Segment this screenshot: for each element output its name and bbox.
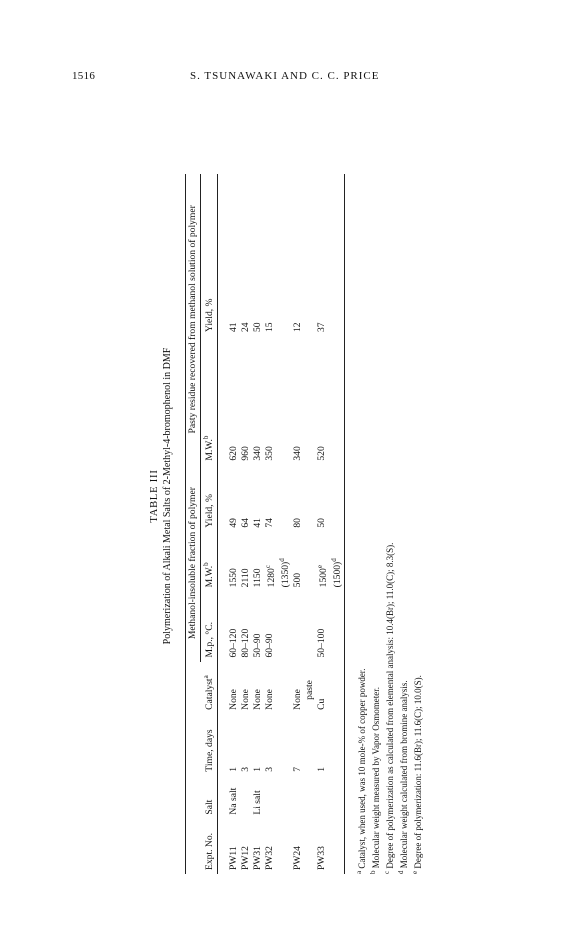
cell-expt: PW12 (239, 846, 251, 870)
cell-salt (240, 776, 252, 819)
cell-mw-value: 1280 (265, 568, 277, 588)
footnote-text: Molecular weight calculated from bromine analysis. (399, 680, 410, 869)
footnote (397, 96, 411, 874)
cell-time (304, 714, 316, 776)
cell-yield: 64 (239, 518, 251, 528)
footnote-text: Molecular weight measured by Vapor Osmometer. (371, 686, 382, 869)
cell-catalyst: Cu (316, 698, 328, 710)
table-caption: Polymerization of Alkali Metal Salts of 2-Methyl-4-bromophenol in DMF (162, 347, 174, 645)
table-row (228, 174, 240, 874)
cell-mw (304, 532, 316, 592)
cell-mp: 80–120 (239, 628, 251, 658)
cell-mw: 2110 (239, 568, 251, 588)
col-yield2: Yield, % (203, 298, 215, 333)
cell-yield2 (304, 174, 316, 336)
table-row (252, 174, 264, 874)
cell-mw-sub-note: d (277, 558, 286, 562)
cell-mp: 50–90 (251, 633, 263, 658)
col-mw2 (200, 336, 217, 465)
col-mw-note: b (201, 562, 210, 566)
cell-time: 3 (239, 766, 251, 772)
cell-time: 1 (227, 766, 239, 772)
cell-time: 1 (251, 766, 263, 772)
cell-expt: PW11 (227, 846, 239, 870)
footnote-text: Degree of polymerization as calculated from elemental analysis: 10.4(Br); 11.0(C); 8.3(S). (385, 542, 396, 869)
cell-expt: PW32 (263, 846, 275, 870)
cell-mp: 60–90 (263, 633, 275, 658)
footnote (411, 96, 425, 874)
cell-salt: Li salt (251, 790, 263, 815)
page-number: 1516 (72, 70, 96, 82)
cell-catalyst: None (263, 689, 275, 710)
cell-mw2: 620 (227, 446, 239, 461)
cell-yield2: 50 (251, 322, 263, 333)
cell-yield: 41 (251, 518, 263, 528)
cell-salt (292, 776, 304, 819)
cell-mw: 1550 (227, 568, 239, 588)
col-yield: Yield, % (203, 494, 215, 528)
table-landscape (144, 96, 423, 896)
table-row (292, 174, 304, 874)
cell-yield2: 41 (227, 322, 239, 333)
cell-yield (304, 465, 316, 532)
group-header-pasty: Pasty residue recovered from methanol solution of polymer (185, 174, 200, 465)
running-head: S. TSUNAWAKI AND C. C. PRICE (190, 70, 380, 82)
cell-expt (304, 819, 316, 874)
cell-mw2 (304, 336, 316, 465)
col-expt: Expt. No. (203, 832, 215, 870)
rotated-table-region (144, 96, 423, 896)
cell-mw-sub-note: d (330, 558, 339, 562)
col-catalyst-note: a (201, 675, 210, 679)
cell-mw2: 520 (316, 446, 328, 461)
col-time: Time, days (203, 729, 215, 772)
col-catalyst (200, 662, 217, 714)
table-row (264, 174, 292, 874)
table-row (240, 174, 252, 874)
cell-mw2: 350 (263, 446, 275, 461)
footnote-text: Catalyst, when used, was 10 mole-% of copper powder. (357, 668, 368, 869)
cell-mw2: 960 (239, 446, 251, 461)
footnote (355, 96, 369, 874)
cell-mw-note: e (316, 565, 325, 569)
cell-mp: 50–100 (316, 628, 328, 658)
col-salt: Salt (203, 799, 215, 815)
cell-catalyst: None (227, 689, 239, 710)
footnote-mark: d (397, 870, 406, 874)
cell-mw: 500 (292, 572, 304, 588)
cell-mp: 60–120 (227, 628, 239, 658)
cell-expt: PW33 (316, 846, 328, 870)
cell-catalyst: None (251, 689, 263, 710)
cell-mw-sub: (1500) (332, 561, 344, 588)
cell-yield2: 15 (263, 322, 275, 333)
footnote-mark: e (410, 870, 419, 874)
cell-mw-value: 1500 (318, 568, 330, 588)
cell-salt (316, 776, 345, 819)
data-table (185, 174, 346, 874)
cell-yield: 74 (263, 518, 275, 528)
cell-salt (304, 776, 316, 819)
footnote-mark: a (355, 870, 364, 874)
cell-mw2: 340 (251, 446, 263, 461)
footnote-mark: c (383, 870, 392, 874)
cell-mp (292, 591, 304, 661)
col-mp: M.p., °C. (203, 621, 215, 658)
footnote-text: Degree of polymerization: 11.6(Br); 11.6(C); 10.0(S). (412, 675, 423, 869)
cell-mw-note: c (263, 565, 272, 569)
table-row (304, 174, 316, 874)
group-header-insoluble: Methanol-insoluble fraction of polymer (185, 465, 200, 662)
cell-mw: 1150 (251, 568, 263, 588)
cell-time: 7 (292, 766, 304, 772)
cell-yield: 80 (292, 518, 304, 528)
table-row (316, 174, 345, 874)
cell-yield: 49 (227, 518, 239, 528)
cell-time: 3 (263, 766, 275, 772)
col-catalyst-label: Catalyst (203, 678, 215, 710)
cell-yield: 50 (316, 518, 328, 528)
table-label: TABLE III (149, 469, 160, 523)
cell-mw-sub: (1350) (280, 561, 292, 588)
col-mw-label: M.W. (203, 565, 215, 588)
cell-expt: PW31 (251, 846, 263, 870)
col-mw2-note: b (201, 435, 210, 440)
footnote (383, 96, 397, 874)
cell-catalyst: None (292, 689, 304, 710)
cell-mw (316, 532, 345, 592)
cell-expt: PW24 (292, 846, 304, 870)
cell-mp (304, 591, 316, 661)
footnotes (355, 96, 424, 874)
cell-catalyst: None (239, 689, 251, 710)
col-mw (200, 532, 217, 592)
cell-yield2: 37 (316, 322, 328, 333)
cell-catalyst: paste (304, 680, 316, 700)
col-mw2-label: M.W. (203, 439, 215, 461)
cell-yield2: 24 (239, 322, 251, 333)
cell-salt: Na salt (227, 787, 239, 815)
cell-mw2: 340 (292, 446, 304, 461)
footnote-mark: b (369, 870, 378, 874)
cell-salt (264, 776, 292, 819)
cell-mw (264, 532, 292, 592)
footnote (369, 96, 383, 874)
cell-yield2: 12 (292, 322, 304, 333)
cell-time: 1 (316, 766, 328, 772)
